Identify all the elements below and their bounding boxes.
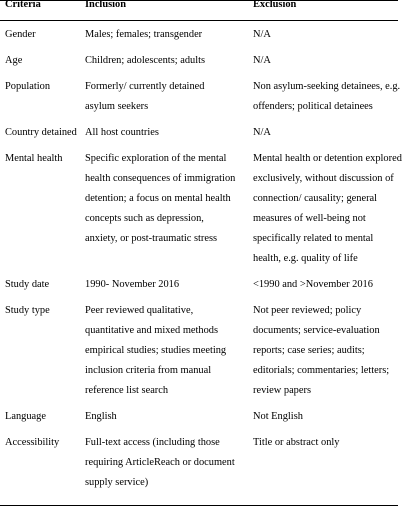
row-exclusion — [253, 51, 271, 71]
inclusion-line: Full-text access (including those — [85, 437, 220, 448]
exclusion-line: review papers — [253, 385, 311, 396]
exclusion-line: health, e.g. quality of life — [253, 253, 358, 264]
row-exclusion — [253, 275, 373, 295]
header-exclusion: Exclusion — [253, 0, 297, 10]
inclusion-line: inclusion criteria from manual — [85, 365, 212, 376]
table-bottom-rule — [0, 505, 398, 506]
row-criteria: Study date — [5, 279, 50, 290]
row-criteria: Country detained — [5, 127, 77, 138]
inclusion-line: English — [85, 411, 117, 422]
inclusion-line: anxiety, or post-traumatic stress — [85, 233, 218, 244]
row-criteria: Population — [5, 81, 51, 92]
inclusion-line: Children; adolescents; adults — [85, 55, 206, 66]
inclusion-line: quantitative and mixed methods — [85, 325, 219, 336]
row-exclusion — [253, 25, 271, 45]
row-exclusion — [253, 123, 271, 143]
exclusion-line: N/A — [253, 55, 271, 66]
row-inclusion — [85, 123, 159, 143]
inclusion-line: 1990- November 2016 — [85, 279, 180, 290]
inclusion-line: Peer reviewed qualitative, — [85, 305, 194, 316]
row-inclusion — [85, 51, 205, 71]
inclusion-line: supply service) — [85, 477, 149, 488]
row-exclusion — [253, 77, 400, 117]
exclusion-line: editorials; commentaries; letters; — [253, 365, 390, 376]
exclusion-line: reports; case series; audits; — [253, 345, 365, 356]
row-inclusion — [85, 77, 204, 117]
row-inclusion — [85, 433, 235, 493]
header-criteria: Criteria — [5, 0, 41, 10]
exclusion-line: Title or abstract only — [253, 437, 340, 448]
inclusion-line: empirical studies; studies meeting — [85, 345, 227, 356]
exclusion-line: N/A — [253, 29, 271, 40]
inclusion-line: reference list search — [85, 385, 169, 396]
exclusion-line: N/A — [253, 127, 271, 138]
exclusion-line: Mental health or detention explored — [253, 153, 402, 164]
row-inclusion — [85, 25, 202, 45]
row-criteria: Age — [5, 55, 23, 66]
exclusion-line: documents; service-evaluation — [253, 325, 380, 336]
exclusion-line: connection/ causality; general — [253, 193, 378, 204]
row-inclusion — [85, 149, 235, 249]
exclusion-line: Not peer reviewed; policy — [253, 305, 362, 316]
row-criteria: Accessibility — [5, 437, 60, 448]
row-criteria: Study type — [5, 305, 50, 316]
row-exclusion — [253, 433, 339, 453]
inclusion-line: detention; a focus on mental health — [85, 193, 231, 204]
inclusion-line: Formerly/ currently detained — [85, 81, 205, 92]
row-criteria: Mental health — [5, 153, 63, 164]
exclusion-line: exclusively, without discussion of — [253, 173, 394, 184]
header-bottom-rule — [0, 20, 398, 21]
row-exclusion — [253, 149, 402, 269]
exclusion-line: Non asylum-seeking detainees, e.g. — [253, 81, 401, 92]
inclusion-line: asylum seekers — [85, 101, 149, 112]
table-top-rule — [0, 0, 398, 1]
inclusion-line: Males; females; transgender — [85, 29, 203, 40]
row-inclusion — [85, 407, 117, 427]
row-criteria: Language — [5, 411, 46, 422]
row-inclusion — [85, 275, 179, 295]
exclusion-line: Not English — [253, 411, 303, 422]
row-exclusion — [253, 301, 389, 401]
row-exclusion — [253, 407, 303, 427]
exclusion-line: <1990 and >November 2016 — [253, 279, 373, 290]
exclusion-line: measures of well-being not — [253, 213, 366, 224]
inclusion-line: health consequences of immigration — [85, 173, 236, 184]
row-criteria: Gender — [5, 29, 36, 40]
inclusion-line: concepts such as depression, — [85, 213, 204, 224]
exclusion-line: specifically related to mental — [253, 233, 374, 244]
row-inclusion — [85, 301, 226, 401]
inclusion-line: Specific exploration of the mental — [85, 153, 227, 164]
exclusion-line: offenders; political detainees — [253, 101, 373, 112]
header-inclusion: Inclusion — [85, 0, 127, 10]
inclusion-line: requiring ArticleReach or document — [85, 457, 235, 468]
inclusion-line: All host countries — [85, 127, 159, 138]
